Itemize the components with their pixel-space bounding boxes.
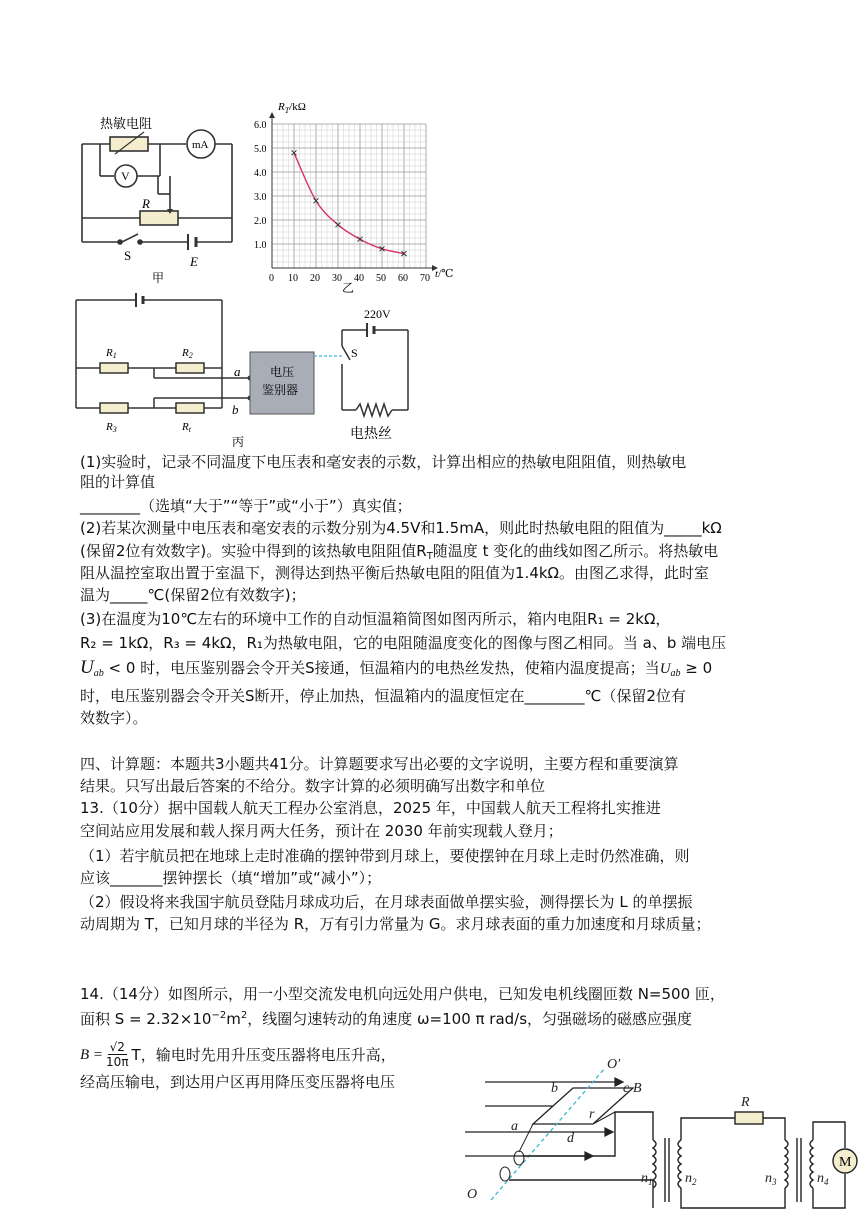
figure-generator-transmission xyxy=(455,1052,860,1216)
q1-line1: (1)实验时，记录不同温度下电压表和毫安表的示数，计算出相应的热敏电阻阻值，则热敏电 xyxy=(80,453,687,471)
q2-line2: (保留2位有效数字)。实验中得到的该热敏电阻阻值$R_T$随温度 t 变化的曲线如图乙所示。将热敏电 xyxy=(80,542,719,562)
y-tick-label: 6.0 xyxy=(254,120,267,131)
q14-line1: 14.（14分）如图所示，用一小型交流发电机向远处用户供电，已知发电机线圈匝数 N=500 匝， xyxy=(80,985,725,1003)
battery-label: E xyxy=(190,254,198,269)
r1-label: R1 xyxy=(106,347,117,360)
y-tick-label: 3.0 xyxy=(254,192,267,203)
section4-line2: 结果。只写出最后答案的不给分。数字计算的必须明确写出数字和单位 xyxy=(80,777,546,795)
q13-line6: 动周期为 T，已知月球的半径为 R，万有引力常量为 G。求月球表面的重力加速度和月球质量； xyxy=(80,915,711,933)
q13-line3: （1）若宇航员把在地球上走时准确的摆钟带到月球上，要使摆钟在月球上走时仍然准确，则 xyxy=(80,847,690,865)
q14-line3: B = $\frac{√2}{10\pi}$ T，输电时先用升压变压器将电压升高， xyxy=(80,1040,396,1069)
q2-line4: 温为_____℃(保留2位有效数字)； xyxy=(80,586,306,604)
q1-line2: 阻的计算值 xyxy=(80,473,156,491)
x-tick-label: 60 xyxy=(398,273,408,284)
heater-label: 电热丝 xyxy=(350,426,392,442)
y-tick-label: 1.0 xyxy=(254,240,267,251)
y-tick-label: 4.0 xyxy=(254,168,267,179)
switch-s-label: S xyxy=(351,346,358,360)
figure-bing-circuit xyxy=(66,290,426,450)
axis-o-label: O xyxy=(467,1187,478,1202)
figure-yi-caption: 乙 xyxy=(342,281,355,295)
milliammeter-label: mA xyxy=(192,139,209,151)
figure-yi-chart xyxy=(250,96,460,296)
x-tick-label: 50 xyxy=(376,273,386,284)
x-tick-label: 10 xyxy=(288,273,298,284)
coil-b-label: b xyxy=(551,1081,558,1096)
q3-line1: (3)在温度为10℃左右的环境中工作的自动恒温箱简图如图丙所示，箱内电阻R₁ = 2kΩ， xyxy=(80,610,671,628)
q1-line3: ________（选填“大于”“等于”或“小于”）真实值； xyxy=(80,497,412,515)
coil-c-label: c xyxy=(623,1081,630,1096)
x-tick-label: 30 xyxy=(332,273,342,284)
y-axis-arrow xyxy=(269,112,275,118)
discriminator-label-2: 鉴别器 xyxy=(262,383,299,397)
y-tick-label: 2.0 xyxy=(254,216,267,227)
rt-label: Rt xyxy=(182,421,191,434)
rheostat-label: R xyxy=(142,196,150,211)
figure-jia-circuit xyxy=(70,110,250,290)
q14-line4: 经高压输电，到达用户区再用降压变压器将电压 xyxy=(80,1073,396,1091)
terminal-b-label: b xyxy=(232,402,239,417)
voltmeter-label: V xyxy=(121,169,130,183)
n4-label: $n_4$ xyxy=(817,1171,829,1187)
n2-label: $n_2$ xyxy=(685,1171,697,1187)
figure-jia-caption: 甲 xyxy=(152,271,165,285)
terminal-a-label: a xyxy=(234,364,241,379)
n1-label: $n_1$ xyxy=(641,1171,653,1187)
q13-line5: （2）假设将来我国宇航员登陆月球成功后，在月球表面做单摆实验，测得摆长为 L 的单摆振 xyxy=(80,893,693,911)
switch-label: S xyxy=(124,248,132,263)
q13-line1: 13.（10分）据中国载人航天工程办公室消息，2025 年，中国载人航天工程将扎实推进 xyxy=(80,799,661,817)
q3-line3: $U_{ab} < 0$ 时，电压鉴别器会令开关S接通，恒温箱内的电热丝发热，使箱内温度提高；当$U_{ab} \ge 0$ xyxy=(80,657,713,679)
q3-line5: 效数字）。 xyxy=(80,709,148,727)
thermistor-label: 热敏电阻 xyxy=(100,117,153,132)
axis-o-prime-label: O′ xyxy=(607,1057,621,1072)
x-tick-label: 20 xyxy=(310,273,320,284)
y-tick-label: 5.0 xyxy=(254,144,267,155)
discriminator-label-1: 电压 xyxy=(270,365,295,379)
x-tick-label: 70 xyxy=(420,273,430,284)
r3-label: R3 xyxy=(106,421,117,434)
q3-line2: R₂ = 1kΩ，R₃ = 4kΩ，R₁为热敏电阻，它的电阻随温度变化的图像与图乙相同。当 a、b 端电压 xyxy=(80,634,727,652)
x-tick-label: 0 xyxy=(269,273,274,284)
motor-label: M xyxy=(839,1155,852,1170)
q3-line4: 时，电压鉴别器会令开关S断开，停止加热，恒温箱内的温度恒定在________℃（保留2位有 xyxy=(80,687,686,705)
magnetic-field-fraction: $\frac{√2}{10\pi}$ xyxy=(106,1040,129,1069)
r2-label: R2 xyxy=(182,347,193,360)
q14-line2: 面积 $S = 2.32\times 10^{-2}m^2$，线圈匀速转动的角速度 ω=100 π rad/s，匀强磁场的磁感应强度 xyxy=(80,1010,693,1028)
coil-r-label: r xyxy=(589,1107,595,1122)
chart-xlabel: t/℃ xyxy=(435,268,454,280)
supply-voltage-label: 220V xyxy=(364,307,391,321)
field-b-label: B xyxy=(633,1081,642,1096)
q2-line1: (2)若某次测量中电压表和毫安表的示数分别为4.5V和1.5mA，则此时热敏电阻的阻值为_____kΩ xyxy=(80,519,722,537)
line-resistor-label: R xyxy=(741,1095,750,1110)
x-tick-label: 40 xyxy=(354,273,364,284)
q13-line4: 应该_______摆钟摆长（填“增加”或“减小”）； xyxy=(80,869,382,887)
q13-line2: 空间站应用发展和载人探月两大任务，预计在 2030 年前实现载人登月； xyxy=(80,822,563,840)
chart-ylabel: $R_T/k\Omega$ xyxy=(278,101,306,115)
figure-bing-caption: 丙 xyxy=(232,435,245,449)
section4-line1: 四、计算题：本题共3小题共41分。计算题要求写出必要的文字说明，主要方程和重要演算 xyxy=(80,755,679,773)
coil-a-label: a xyxy=(511,1119,518,1134)
coil-d-label: d xyxy=(567,1131,574,1146)
q2-line3: 阻从温控室取出置于室温下，测得达到热平衡后热敏电阻的阻值为1.4kΩ。由图乙求得，此时室 xyxy=(80,564,710,582)
n3-label: $n_3$ xyxy=(765,1171,777,1187)
